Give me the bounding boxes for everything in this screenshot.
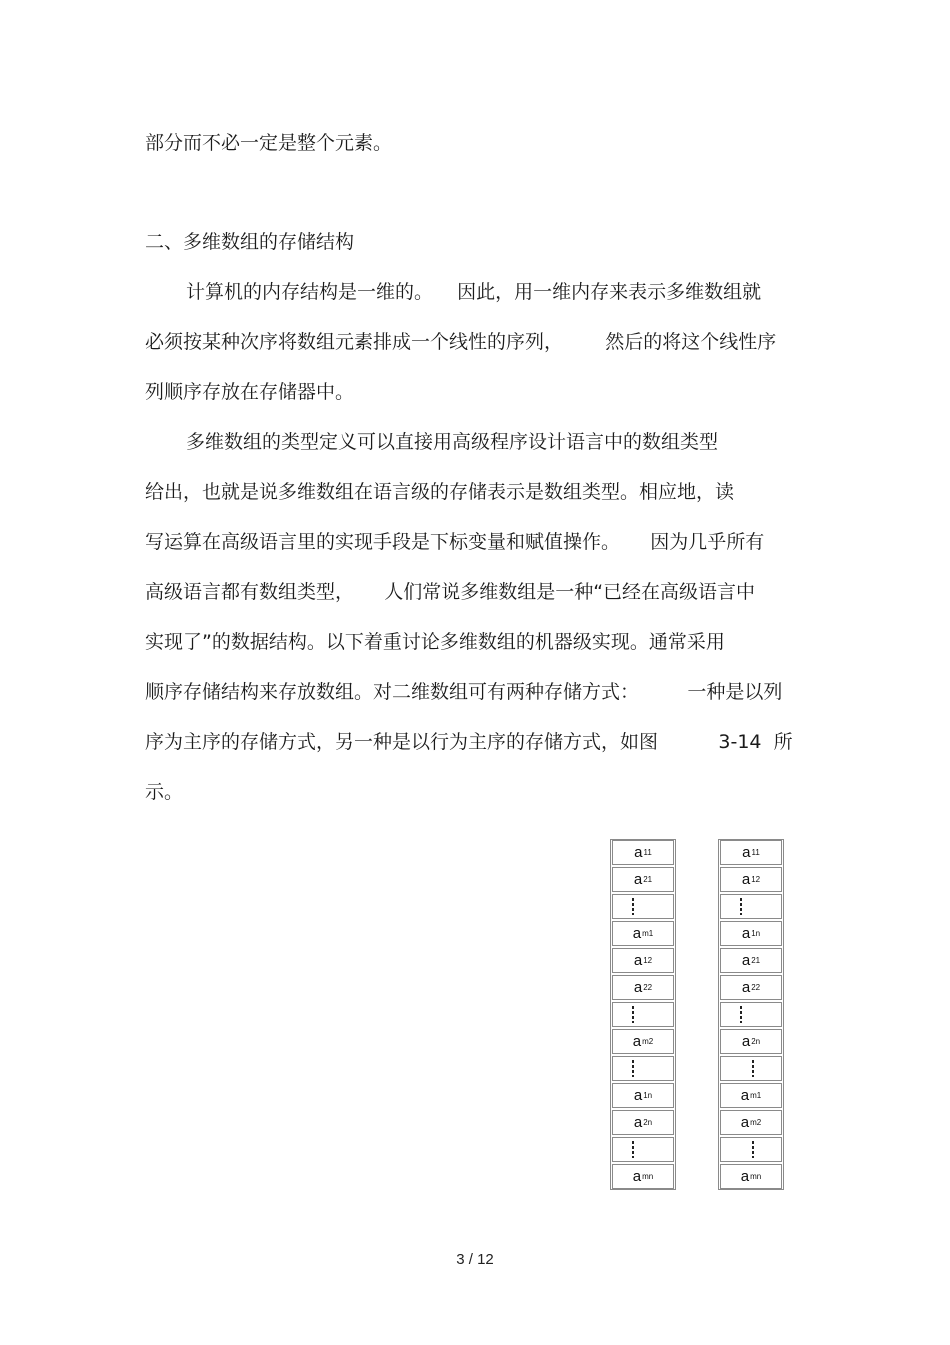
element-base: a <box>741 952 751 969</box>
page-number: 3 / 12 <box>456 1251 494 1268</box>
vertical-ellipsis-icon <box>632 898 634 915</box>
array-element-cell <box>720 1164 782 1189</box>
column-major-storage-diagram <box>610 839 676 1190</box>
vertical-ellipsis-icon <box>752 1060 754 1077</box>
element-base: a <box>741 979 751 996</box>
ellipsis-cell <box>720 1002 782 1027</box>
element-base: a <box>741 871 751 888</box>
element-base: a <box>633 871 643 888</box>
paragraph-line: 必须按某种次序将数组元素排成一个线性的序列， 然后的将这个线性序 <box>145 331 777 353</box>
array-element-cell <box>612 840 674 865</box>
ellipsis-cell <box>612 894 674 919</box>
paragraph-line: 高级语言都有数组类型， 人们常说多维数组是一种“已经在高级语言中 <box>145 581 756 603</box>
vertical-ellipsis-icon <box>752 1141 754 1158</box>
element-base: a <box>632 1168 642 1185</box>
vertical-ellipsis-icon <box>632 1060 634 1077</box>
ellipsis-cell <box>612 1002 674 1027</box>
ellipsis-cell <box>612 1056 674 1081</box>
element-base: a <box>632 1033 642 1050</box>
vertical-ellipsis-icon <box>632 1141 634 1158</box>
element-base: a <box>633 1087 643 1104</box>
element-subscript: 1n <box>751 929 761 938</box>
array-element-cell <box>720 975 782 1000</box>
array-element-cell <box>612 867 674 892</box>
element-base: a <box>632 925 642 942</box>
ellipsis-cell <box>720 1056 782 1081</box>
element-base: a <box>740 1168 750 1185</box>
element-base: a <box>633 952 643 969</box>
paragraph-line: 写运算在高级语言里的实现手段是下标变量和赋值操作。 因为几乎所有 <box>145 531 765 553</box>
element-base: a <box>742 844 751 861</box>
array-element-cell <box>612 1110 674 1135</box>
paragraph-line: 多维数组的类型定义可以直接用高级程序设计语言中的数组类型 <box>186 431 719 453</box>
array-element-cell <box>612 1083 674 1108</box>
element-subscript: 11 <box>751 848 760 857</box>
element-subscript: m1 <box>642 929 654 938</box>
element-subscript: m2 <box>642 1037 654 1046</box>
row-major-storage-diagram <box>718 839 784 1190</box>
element-subscript: mn <box>750 1172 762 1181</box>
array-element-cell <box>720 1110 782 1135</box>
paragraph-line: 实现了”的数据结构。以下着重讨论多维数组的机器级实现。通常采用 <box>145 631 725 653</box>
vertical-ellipsis-icon <box>740 1006 742 1023</box>
array-element-cell <box>720 1029 782 1054</box>
array-element-cell <box>612 1029 674 1054</box>
element-subscript: 22 <box>643 983 653 992</box>
element-subscript: 11 <box>643 848 652 857</box>
element-subscript: 2n <box>751 1037 761 1046</box>
array-element-cell <box>720 1083 782 1108</box>
array-element-cell <box>612 921 674 946</box>
element-base: a <box>740 1114 750 1131</box>
element-base: a <box>741 1033 751 1050</box>
section-heading: 二、多维数组的存储结构 <box>145 231 355 253</box>
element-subscript: 21 <box>643 875 653 884</box>
element-subscript: 1n <box>643 1091 653 1100</box>
paragraph-line: 计算机的内存结构是一维的。 因此，用一维内存来表示多维数组就 <box>186 281 762 303</box>
vertical-ellipsis-icon <box>740 898 742 915</box>
paragraph-line: 列顺序存放在存储器中。 <box>145 381 355 403</box>
ellipsis-cell <box>720 894 782 919</box>
element-base: a <box>633 1114 643 1131</box>
element-base: a <box>633 979 643 996</box>
element-base: a <box>634 844 643 861</box>
paragraph-line: 示。 <box>145 781 184 803</box>
array-element-cell <box>612 1164 674 1189</box>
paragraph-line: 给出，也就是说多维数组在语言级的存储表示是数组类型。相应地，读 <box>145 481 735 503</box>
array-element-cell <box>612 948 674 973</box>
array-element-cell <box>720 867 782 892</box>
paragraph-line: 序为主序的存储方式，另一种是以行为主序的存储方式，如图 3-14 所 <box>145 731 793 753</box>
paragraph-line: 部分而不必一定是整个元素。 <box>145 132 393 154</box>
element-subscript: mn <box>642 1172 654 1181</box>
element-subscript: 21 <box>751 956 761 965</box>
array-element-cell <box>720 921 782 946</box>
array-element-cell <box>720 840 782 865</box>
element-subscript: 2n <box>643 1118 653 1127</box>
ellipsis-cell <box>612 1137 674 1162</box>
array-element-cell <box>720 948 782 973</box>
array-element-cell <box>612 975 674 1000</box>
element-subscript: m1 <box>750 1091 762 1100</box>
vertical-ellipsis-icon <box>632 1006 634 1023</box>
element-subscript: 12 <box>643 956 653 965</box>
ellipsis-cell <box>720 1137 782 1162</box>
element-base: a <box>740 1087 750 1104</box>
element-subscript: 12 <box>751 875 761 884</box>
element-subscript: 22 <box>751 983 761 992</box>
paragraph-line: 顺序存储结构来存放数组。对二维数组可有两种存储方式： 一种是以列 <box>145 681 783 703</box>
element-subscript: m2 <box>750 1118 762 1127</box>
element-base: a <box>741 925 751 942</box>
